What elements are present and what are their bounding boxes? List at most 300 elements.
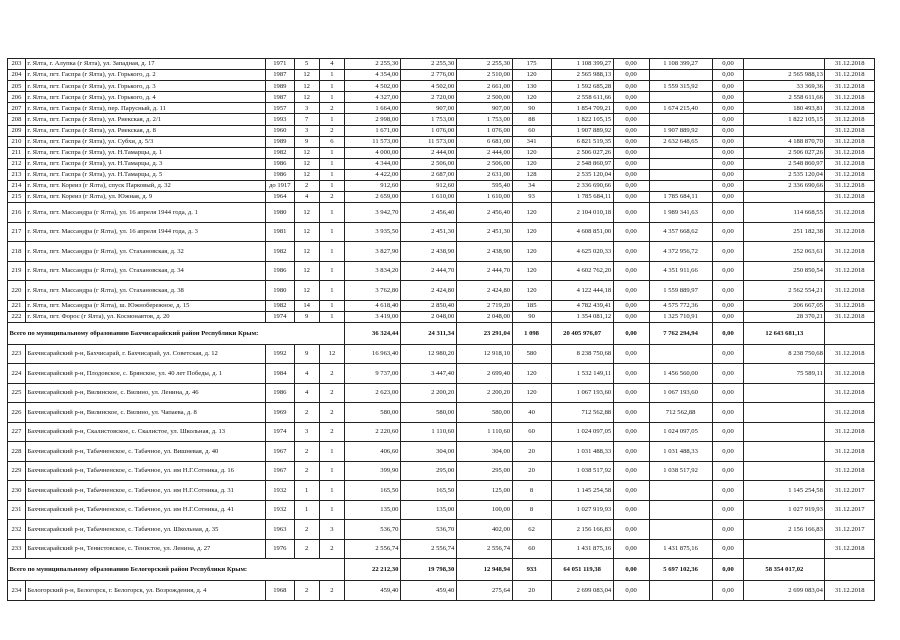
table-cell: 2 200,20 bbox=[456, 383, 512, 403]
table-cell: 712 562,88 bbox=[551, 403, 613, 423]
address-cell: г. Ялта, пгт. Гаспра (г Ялта), ул. Субхи, д. 5/3 bbox=[25, 136, 265, 147]
table-cell: 6 821 519,35 bbox=[551, 136, 613, 147]
table-cell: 907,00 bbox=[400, 103, 456, 114]
table-cell: 1 354 081,12 bbox=[551, 311, 613, 322]
total-cell: 0,00 bbox=[613, 322, 649, 344]
table-cell: 1 431 875,16 bbox=[551, 539, 613, 559]
table-cell: 2 438,90 bbox=[456, 242, 512, 262]
table-cell: 31.12.2018 bbox=[825, 581, 875, 601]
row-number: 217 bbox=[8, 222, 26, 242]
table-cell: 2 bbox=[294, 442, 319, 462]
table-cell: 31.12.2018 bbox=[825, 442, 875, 462]
table-cell: 2 506 027,26 bbox=[744, 147, 825, 158]
total-cell: 0,00 bbox=[712, 559, 744, 581]
table-cell: 0,00 bbox=[613, 147, 649, 158]
table-cell: 4 bbox=[294, 364, 319, 384]
table-cell: 1963 bbox=[266, 520, 294, 540]
address-cell: г. Ялта, пгт. Массандра (г Ялта), ул. 16 апреля 1944 года, д. 3 bbox=[25, 222, 265, 242]
table-cell: 100,00 bbox=[456, 500, 512, 520]
table-cell: 135,00 bbox=[345, 500, 401, 520]
table-cell: 2 535 120,04 bbox=[551, 169, 613, 180]
table-row bbox=[8, 461, 875, 481]
table-cell: 2 104 010,18 bbox=[551, 203, 613, 223]
total-row-bakhchisaray bbox=[8, 559, 875, 581]
total-cell: 36 324,44 bbox=[345, 322, 401, 344]
table-cell: 0,00 bbox=[712, 242, 744, 262]
table-cell: 2 bbox=[294, 581, 319, 601]
table-cell: 0,00 bbox=[613, 114, 649, 125]
table-cell: 2 438,90 bbox=[400, 242, 456, 262]
table-cell: 0,00 bbox=[712, 92, 744, 103]
table-cell: 1 bbox=[319, 300, 344, 311]
table-cell: 251 182,38 bbox=[744, 222, 825, 242]
table-cell: 0,00 bbox=[712, 59, 744, 70]
table-cell: 0,00 bbox=[712, 192, 744, 203]
table-cell: 2 bbox=[319, 125, 344, 136]
table-cell: 2 558 611,66 bbox=[744, 92, 825, 103]
row-number: 225 bbox=[8, 383, 26, 403]
table-cell: 31.12.2018 bbox=[825, 92, 875, 103]
table-cell: 8 238 750,68 bbox=[744, 344, 825, 364]
table-cell: 1981 bbox=[266, 222, 294, 242]
table-cell: 2 220,60 bbox=[345, 422, 401, 442]
total-cell: 0,00 bbox=[613, 559, 649, 581]
table-cell: 0,00 bbox=[613, 403, 649, 423]
table-cell: 1 067 193,60 bbox=[649, 383, 712, 403]
table-cell: 120 bbox=[512, 261, 551, 281]
table-cell: 2 156 166,83 bbox=[744, 520, 825, 540]
table-cell: 0,00 bbox=[712, 114, 744, 125]
address-cell: Бахчисарайский р-н, Тенистовское, с. Тенистое, ул. Ленина, д. 27 bbox=[25, 539, 265, 559]
table-cell: 31.12.2018 bbox=[825, 81, 875, 92]
row-number: 232 bbox=[8, 520, 26, 540]
table-cell: 120 bbox=[512, 70, 551, 81]
table-cell: 2 336 690,66 bbox=[551, 181, 613, 192]
table-cell: 9 bbox=[294, 136, 319, 147]
table-cell: 0,00 bbox=[613, 203, 649, 223]
table-row bbox=[8, 114, 875, 125]
table-cell: 1974 bbox=[266, 311, 294, 322]
address-cell: г. Ялта, пгт. Массандра (г Ялта), ул. Стахановская, д. 38 bbox=[25, 281, 265, 301]
row-number: 233 bbox=[8, 539, 26, 559]
total-cell: 19 798,30 bbox=[400, 559, 456, 581]
table-cell: 1 bbox=[319, 481, 344, 501]
table-cell: 1 bbox=[319, 114, 344, 125]
table-cell: 31.12.2018 bbox=[825, 203, 875, 223]
table-cell: 0,00 bbox=[712, 403, 744, 423]
table-cell: 165,50 bbox=[345, 481, 401, 501]
table-cell: 580,00 bbox=[456, 403, 512, 423]
table-cell: 1 024 097,05 bbox=[551, 422, 613, 442]
table-cell: 0,00 bbox=[712, 70, 744, 81]
table-cell: 0,00 bbox=[712, 344, 744, 364]
table-cell: 2 699 083,04 bbox=[551, 581, 613, 601]
table-cell: 2 bbox=[294, 520, 319, 540]
table-cell bbox=[744, 442, 825, 462]
table-cell: 12 918,10 bbox=[456, 344, 512, 364]
total-cell: 20 405 976,07 bbox=[551, 322, 613, 344]
table-cell: 1986 bbox=[266, 169, 294, 180]
table-cell: 2 444,70 bbox=[456, 261, 512, 281]
table-cell: 1 907 889,92 bbox=[551, 125, 613, 136]
table-cell: 0,00 bbox=[613, 461, 649, 481]
table-cell: 4 602 762,20 bbox=[551, 261, 613, 281]
table-cell: 6 681,00 bbox=[456, 136, 512, 147]
table-cell: 31.12.2018 bbox=[825, 311, 875, 322]
table-cell: 2 720,00 bbox=[400, 92, 456, 103]
table-cell: 0,00 bbox=[712, 481, 744, 501]
table-cell: 0,00 bbox=[613, 300, 649, 311]
table-cell: 0,00 bbox=[613, 222, 649, 242]
table-cell: 1 145 254,58 bbox=[744, 481, 825, 501]
table-cell: 2 456,40 bbox=[400, 203, 456, 223]
table-cell: 31.12.2018 bbox=[825, 103, 875, 114]
table-cell: 135,00 bbox=[400, 500, 456, 520]
table-cell: 1 bbox=[319, 203, 344, 223]
table-cell: 20 bbox=[512, 581, 551, 601]
table-cell: 12 bbox=[294, 222, 319, 242]
table-cell: 1 031 488,33 bbox=[551, 442, 613, 462]
table-row bbox=[8, 311, 875, 322]
table-cell: 0,00 bbox=[712, 383, 744, 403]
total-cell: 22 212,30 bbox=[345, 559, 401, 581]
row-number: 223 bbox=[8, 344, 26, 364]
table-row bbox=[8, 222, 875, 242]
table-cell: 2 bbox=[294, 539, 319, 559]
table-cell bbox=[744, 403, 825, 423]
table-cell: 252 063,61 bbox=[744, 242, 825, 262]
row-number: 211 bbox=[8, 147, 26, 158]
table-cell: 9 bbox=[294, 344, 319, 364]
table-cell: 31.12.2017 bbox=[825, 520, 875, 540]
table-cell bbox=[649, 147, 712, 158]
table-cell: 1 671,00 bbox=[345, 125, 401, 136]
table-cell: 2 776,00 bbox=[400, 70, 456, 81]
table-cell: 1982 bbox=[266, 300, 294, 311]
table-cell: 120 bbox=[512, 222, 551, 242]
table-cell: 2 631,00 bbox=[456, 169, 512, 180]
table-cell: 0,00 bbox=[613, 242, 649, 262]
table-cell: 4 bbox=[294, 383, 319, 403]
table-cell: 1 bbox=[294, 500, 319, 520]
table-cell: 12 bbox=[294, 281, 319, 301]
table-cell: 2 bbox=[319, 581, 344, 601]
table-cell: 1 bbox=[319, 281, 344, 301]
table-cell: 304,00 bbox=[456, 442, 512, 462]
table-cell: 0,00 bbox=[712, 203, 744, 223]
table-cell: 0,00 bbox=[712, 442, 744, 462]
table-cell: 4 354,00 bbox=[345, 70, 401, 81]
table-cell: 2 048,00 bbox=[456, 311, 512, 322]
table-cell: 2 558 611,66 bbox=[551, 92, 613, 103]
table-cell bbox=[649, 481, 712, 501]
table-cell: 295,00 bbox=[456, 461, 512, 481]
table-cell: 4 782 439,41 bbox=[551, 300, 613, 311]
table-cell: 1964 bbox=[266, 192, 294, 203]
table-cell: 0,00 bbox=[613, 70, 649, 81]
row-number: 205 bbox=[8, 81, 26, 92]
table-cell: 31.12.2017 bbox=[825, 500, 875, 520]
table-cell bbox=[744, 383, 825, 403]
table-cell: 2 659,00 bbox=[345, 192, 401, 203]
table-row bbox=[8, 203, 875, 223]
table-cell: 12 bbox=[294, 70, 319, 81]
table-cell: 4 502,00 bbox=[400, 81, 456, 92]
table-cell: 2 bbox=[294, 403, 319, 423]
table-cell: 60 bbox=[512, 125, 551, 136]
table-cell: 1989 bbox=[266, 136, 294, 147]
table-cell: 1 bbox=[319, 500, 344, 520]
table-cell: 0,00 bbox=[712, 169, 744, 180]
table-cell: 907,00 bbox=[456, 103, 512, 114]
row-number: 226 bbox=[8, 403, 26, 423]
table-cell: 536,70 bbox=[345, 520, 401, 540]
table-cell: 0,00 bbox=[613, 344, 649, 364]
row-number: 203 bbox=[8, 59, 26, 70]
address-cell: г. Ялта, пгт. Кореиз (г Ялта), спуск Парковый, д. 32 bbox=[25, 181, 265, 192]
table-cell: 3 935,50 bbox=[345, 222, 401, 242]
table-cell: 2 719,20 bbox=[456, 300, 512, 311]
table-cell: 4 422,00 bbox=[345, 169, 401, 180]
table-cell: 2 444,00 bbox=[456, 147, 512, 158]
table-cell bbox=[649, 181, 712, 192]
table-cell: 0,00 bbox=[712, 281, 744, 301]
table-cell: 1 753,00 bbox=[400, 114, 456, 125]
table-cell: 1 559 315,92 bbox=[649, 81, 712, 92]
table-cell: 0,00 bbox=[613, 181, 649, 192]
table-cell: 580,00 bbox=[400, 403, 456, 423]
table-cell: 5 bbox=[294, 59, 319, 70]
table-cell: 399,90 bbox=[345, 461, 401, 481]
table-cell: 2 444,70 bbox=[400, 261, 456, 281]
address-cell: г. Ялта, пгт. Кореиз (г Ялта), ул. Южная, д. 9 bbox=[25, 192, 265, 203]
table-cell: 4 351 911,66 bbox=[649, 261, 712, 281]
table-cell: 1 bbox=[294, 481, 319, 501]
table-cell: 2 048,00 bbox=[400, 311, 456, 322]
table-cell: 0,00 bbox=[613, 481, 649, 501]
table-cell: 459,40 bbox=[345, 581, 401, 601]
table-cell: 31.12.2018 bbox=[825, 147, 875, 158]
table-cell: 536,70 bbox=[400, 520, 456, 540]
table-cell: 2 200,20 bbox=[400, 383, 456, 403]
table-cell: 3 bbox=[294, 422, 319, 442]
table-cell: 912,60 bbox=[345, 181, 401, 192]
table-cell: 12 bbox=[294, 261, 319, 281]
table-cell bbox=[744, 422, 825, 442]
table-cell: 114 668,55 bbox=[744, 203, 825, 223]
table-cell: 128 bbox=[512, 169, 551, 180]
table-cell: 1932 bbox=[266, 481, 294, 501]
table-cell: 1982 bbox=[266, 147, 294, 158]
table-cell: 4 372 956,72 bbox=[649, 242, 712, 262]
table-cell bbox=[744, 125, 825, 136]
table-cell: 2 562 554,21 bbox=[744, 281, 825, 301]
table-cell: 0,00 bbox=[613, 581, 649, 601]
total-cell: 933 bbox=[512, 559, 551, 581]
table-cell: 0,00 bbox=[712, 103, 744, 114]
table-row bbox=[8, 344, 875, 364]
table-cell: 1 592 685,28 bbox=[551, 81, 613, 92]
table-cell: 2 bbox=[319, 422, 344, 442]
table-row bbox=[8, 92, 875, 103]
table-cell bbox=[649, 520, 712, 540]
table-row bbox=[8, 125, 875, 136]
table-cell: 1 bbox=[319, 261, 344, 281]
table-cell: 1 110,60 bbox=[400, 422, 456, 442]
table-cell: 12 bbox=[294, 158, 319, 169]
table-cell: 31.12.2018 bbox=[825, 114, 875, 125]
table-cell: 275,64 bbox=[456, 581, 512, 601]
table-cell: 31.12.2018 bbox=[825, 158, 875, 169]
table-cell: 1980 bbox=[266, 281, 294, 301]
table-cell: 0,00 bbox=[613, 92, 649, 103]
address-cell: Бахчисарайский р-н, Плодовское, с. Брянское, ул. 40 лет Победы, д. 1 bbox=[25, 364, 265, 384]
table-cell: 180 493,81 bbox=[744, 103, 825, 114]
table-cell: 1980 bbox=[266, 203, 294, 223]
table-cell: 2 699,40 bbox=[456, 364, 512, 384]
address-cell: г. Ялта, г. Алупка (г Ялта), ул. Западная, д. 17 bbox=[25, 59, 265, 70]
table-cell: 1957 bbox=[266, 103, 294, 114]
table-cell: 1 110,60 bbox=[456, 422, 512, 442]
table-cell: 0,00 bbox=[613, 311, 649, 322]
address-cell: г. Ялта, пгт. Массандра (г Ялта), ул. Стахановская, д. 32 bbox=[25, 242, 265, 262]
yalta-rows bbox=[8, 59, 875, 323]
table-row bbox=[8, 158, 875, 169]
row-number: 209 bbox=[8, 125, 26, 136]
table-cell: 1 024 097,05 bbox=[649, 422, 712, 442]
table-cell: 31.12.2018 bbox=[825, 344, 875, 364]
table-cell: 3 834,20 bbox=[345, 261, 401, 281]
table-cell: 130 bbox=[512, 81, 551, 92]
table-cell: 2 506,00 bbox=[400, 158, 456, 169]
table-cell: 1 bbox=[319, 222, 344, 242]
table-cell: 4 327,00 bbox=[345, 92, 401, 103]
table-cell: 1968 bbox=[266, 581, 294, 601]
address-cell: Бахчисарайский р-н, Бахчисарай, г. Бахчисарай, ул. Советская, д. 12 bbox=[25, 344, 265, 364]
table-cell: 2 850,40 bbox=[400, 300, 456, 311]
table-cell: 28 370,21 bbox=[744, 311, 825, 322]
table-cell: 31.12.2018 bbox=[825, 383, 875, 403]
table-cell: 12 bbox=[294, 169, 319, 180]
address-cell: г. Ялта, пгт. Гаспра (г Ялта), ул. Н.Тамарцы, д. 1 bbox=[25, 147, 265, 158]
table-cell: 0,00 bbox=[712, 500, 744, 520]
total-cell: 5 697 102,36 bbox=[649, 559, 712, 581]
address-cell: г. Ялта, пгт. Гаспра (г Ялта), ул. Н.Тамарцы, д. 5 bbox=[25, 169, 265, 180]
table-cell: 90 bbox=[512, 103, 551, 114]
row-number: 229 bbox=[8, 461, 26, 481]
table-cell: 1 610,00 bbox=[456, 192, 512, 203]
table-cell: 1992 bbox=[266, 344, 294, 364]
address-cell: г. Ялта, пгт. Гаспра (г Ялта), ул. Горького, д. 2 bbox=[25, 70, 265, 81]
table-cell: 0,00 bbox=[613, 520, 649, 540]
table-cell: 175 bbox=[512, 59, 551, 70]
table-cell: 12 bbox=[294, 92, 319, 103]
total-cell: 0,00 bbox=[712, 322, 744, 344]
table-cell: 8 bbox=[512, 481, 551, 501]
table-cell: 1982 bbox=[266, 242, 294, 262]
table-cell: 3 bbox=[319, 520, 344, 540]
table-row bbox=[8, 539, 875, 559]
table-cell: 0,00 bbox=[712, 147, 744, 158]
table-row bbox=[8, 242, 875, 262]
table-row bbox=[8, 70, 875, 81]
table-cell: 31.12.2018 bbox=[825, 300, 875, 311]
table-cell: до 1917 bbox=[266, 181, 294, 192]
row-number: 213 bbox=[8, 169, 26, 180]
table-cell: 1969 bbox=[266, 403, 294, 423]
table-cell: 0,00 bbox=[712, 300, 744, 311]
table-cell: 1 785 684,11 bbox=[649, 192, 712, 203]
table-cell: 31.12.2018 bbox=[825, 281, 875, 301]
table-cell: 1 038 517,92 bbox=[649, 461, 712, 481]
table-cell: 12 bbox=[294, 147, 319, 158]
address-cell: г. Ялта, пгт. Гаспра (г Ялта), ул. Риекская, д. 2/1 bbox=[25, 114, 265, 125]
row-number: 214 bbox=[8, 181, 26, 192]
table-cell: 2 565 988,13 bbox=[744, 70, 825, 81]
table-cell bbox=[649, 344, 712, 364]
table-cell: 1 753,00 bbox=[456, 114, 512, 125]
table-cell: 62 bbox=[512, 520, 551, 540]
table-cell: 1 108 399,27 bbox=[649, 59, 712, 70]
table-cell: 0,00 bbox=[613, 158, 649, 169]
table-cell: 4 344,00 bbox=[345, 158, 401, 169]
table-cell: 1 027 919,93 bbox=[744, 500, 825, 520]
table-cell bbox=[649, 158, 712, 169]
table-row bbox=[8, 481, 875, 501]
table-cell: 0,00 bbox=[613, 261, 649, 281]
table-cell bbox=[649, 169, 712, 180]
table-cell: 1 674 215,40 bbox=[649, 103, 712, 114]
table-cell: 2 bbox=[319, 539, 344, 559]
table-cell: 1987 bbox=[266, 92, 294, 103]
table-cell: 2 bbox=[319, 383, 344, 403]
table-cell: 1 076,00 bbox=[400, 125, 456, 136]
table-cell: 3 762,80 bbox=[345, 281, 401, 301]
table-cell: 1 038 517,92 bbox=[551, 461, 613, 481]
table-cell: 1 108 399,27 bbox=[551, 59, 613, 70]
table-cell: 4 000,00 bbox=[345, 147, 401, 158]
table-cell: 33 369,36 bbox=[744, 81, 825, 92]
table-cell: 2 632 648,65 bbox=[649, 136, 712, 147]
address-cell: г. Ялта, пгт. Гаспра (г Ялта), пер. Парусный, д. 11 bbox=[25, 103, 265, 114]
table-cell: 0,00 bbox=[613, 539, 649, 559]
table-cell: 1986 bbox=[266, 261, 294, 281]
table-cell: 31.12.2018 bbox=[825, 539, 875, 559]
table-cell: 0,00 bbox=[712, 158, 744, 169]
table-cell bbox=[649, 581, 712, 601]
table-cell: 1 532 149,11 bbox=[551, 364, 613, 384]
table-cell: 12 bbox=[319, 344, 344, 364]
total-cell: 58 354 017,02 bbox=[744, 559, 825, 581]
row-number: 206 bbox=[8, 92, 26, 103]
table-cell: 2 255,30 bbox=[400, 59, 456, 70]
table-cell: 341 bbox=[512, 136, 551, 147]
table-cell: 2 699 083,04 bbox=[744, 581, 825, 601]
table-cell: 31.12.2017 bbox=[825, 481, 875, 501]
table-cell: 9 737,00 bbox=[345, 364, 401, 384]
table-cell: 1 325 710,91 bbox=[649, 311, 712, 322]
table-cell: 1 bbox=[319, 169, 344, 180]
table-cell: 1984 bbox=[266, 364, 294, 384]
table-cell: 1 610,00 bbox=[400, 192, 456, 203]
table-cell: 20 bbox=[512, 461, 551, 481]
address-cell: Бахчисарайский р-н, Табачненское, с. Табачное, ул. им Н.Г.Сотника, д. 41 bbox=[25, 500, 265, 520]
table-cell: 120 bbox=[512, 147, 551, 158]
total-label: Всего по муниципальному образованию Белогорский район Республики Крым: bbox=[8, 559, 345, 581]
address-cell: г. Ялта, пгт. Массандра (г Ялта), ш. Южнобережное, д. 15 bbox=[25, 300, 265, 311]
table-row bbox=[8, 442, 875, 462]
total-cell: 12 948,94 bbox=[456, 559, 512, 581]
